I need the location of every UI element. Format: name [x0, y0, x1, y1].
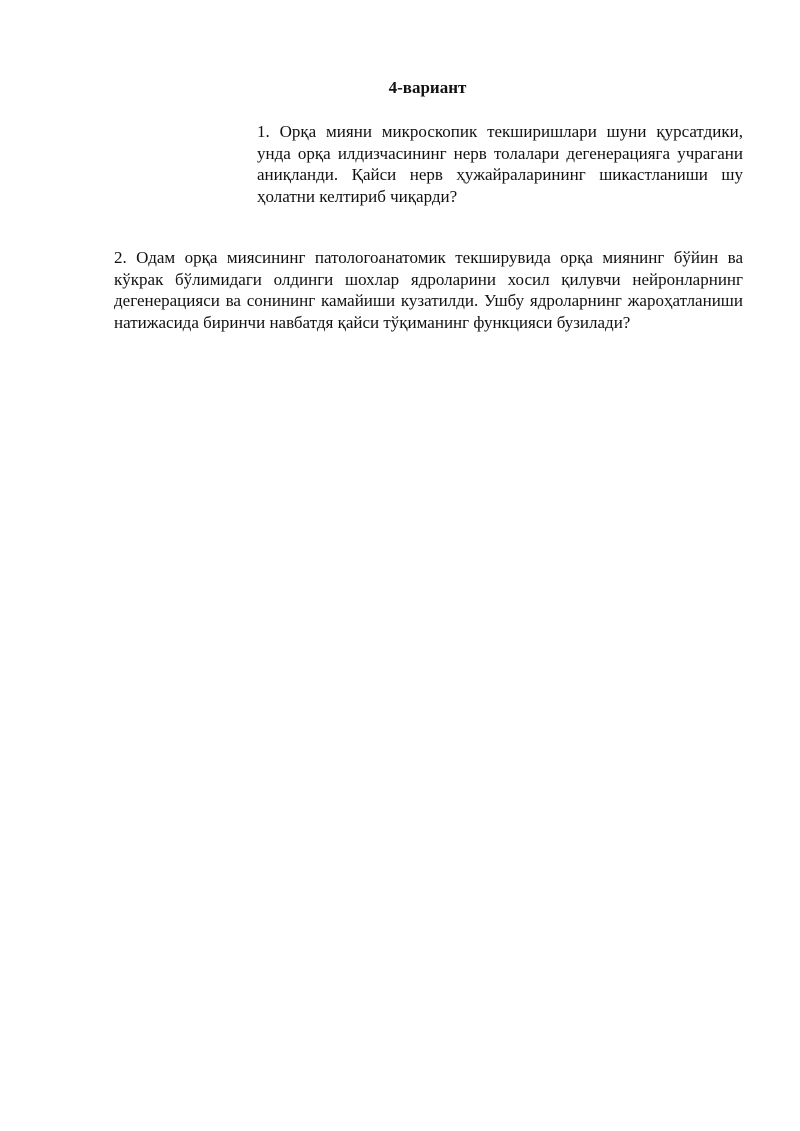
question-1: 1. Орқа мияни микроскопик текширишлари шуни қурсатдики, унда орқа илдизчасининг нерв толалари дегенерацияга учрагани аниқланди. Қайси нерв ҳужайраларининг шикастланиши шу ҳолатни келтириб чиқарди? — [257, 122, 743, 206]
question-2: 2. Одам орқа миясининг патологоанатомик текширувида орқа миянинг бўйин ва кўкрак бўлимидаги олдинги шохлар ядроларини хосил қилувчи нейронларнинг дегенерацияси ва сонининг камайиши кузатилди. Ушбу ядроларнинг жароҳатланиши натижасида биринчи навбатдя қайси тўқиманинг функцияси бузилади? — [114, 248, 743, 332]
document-title: 4-вариант — [388, 78, 467, 97]
